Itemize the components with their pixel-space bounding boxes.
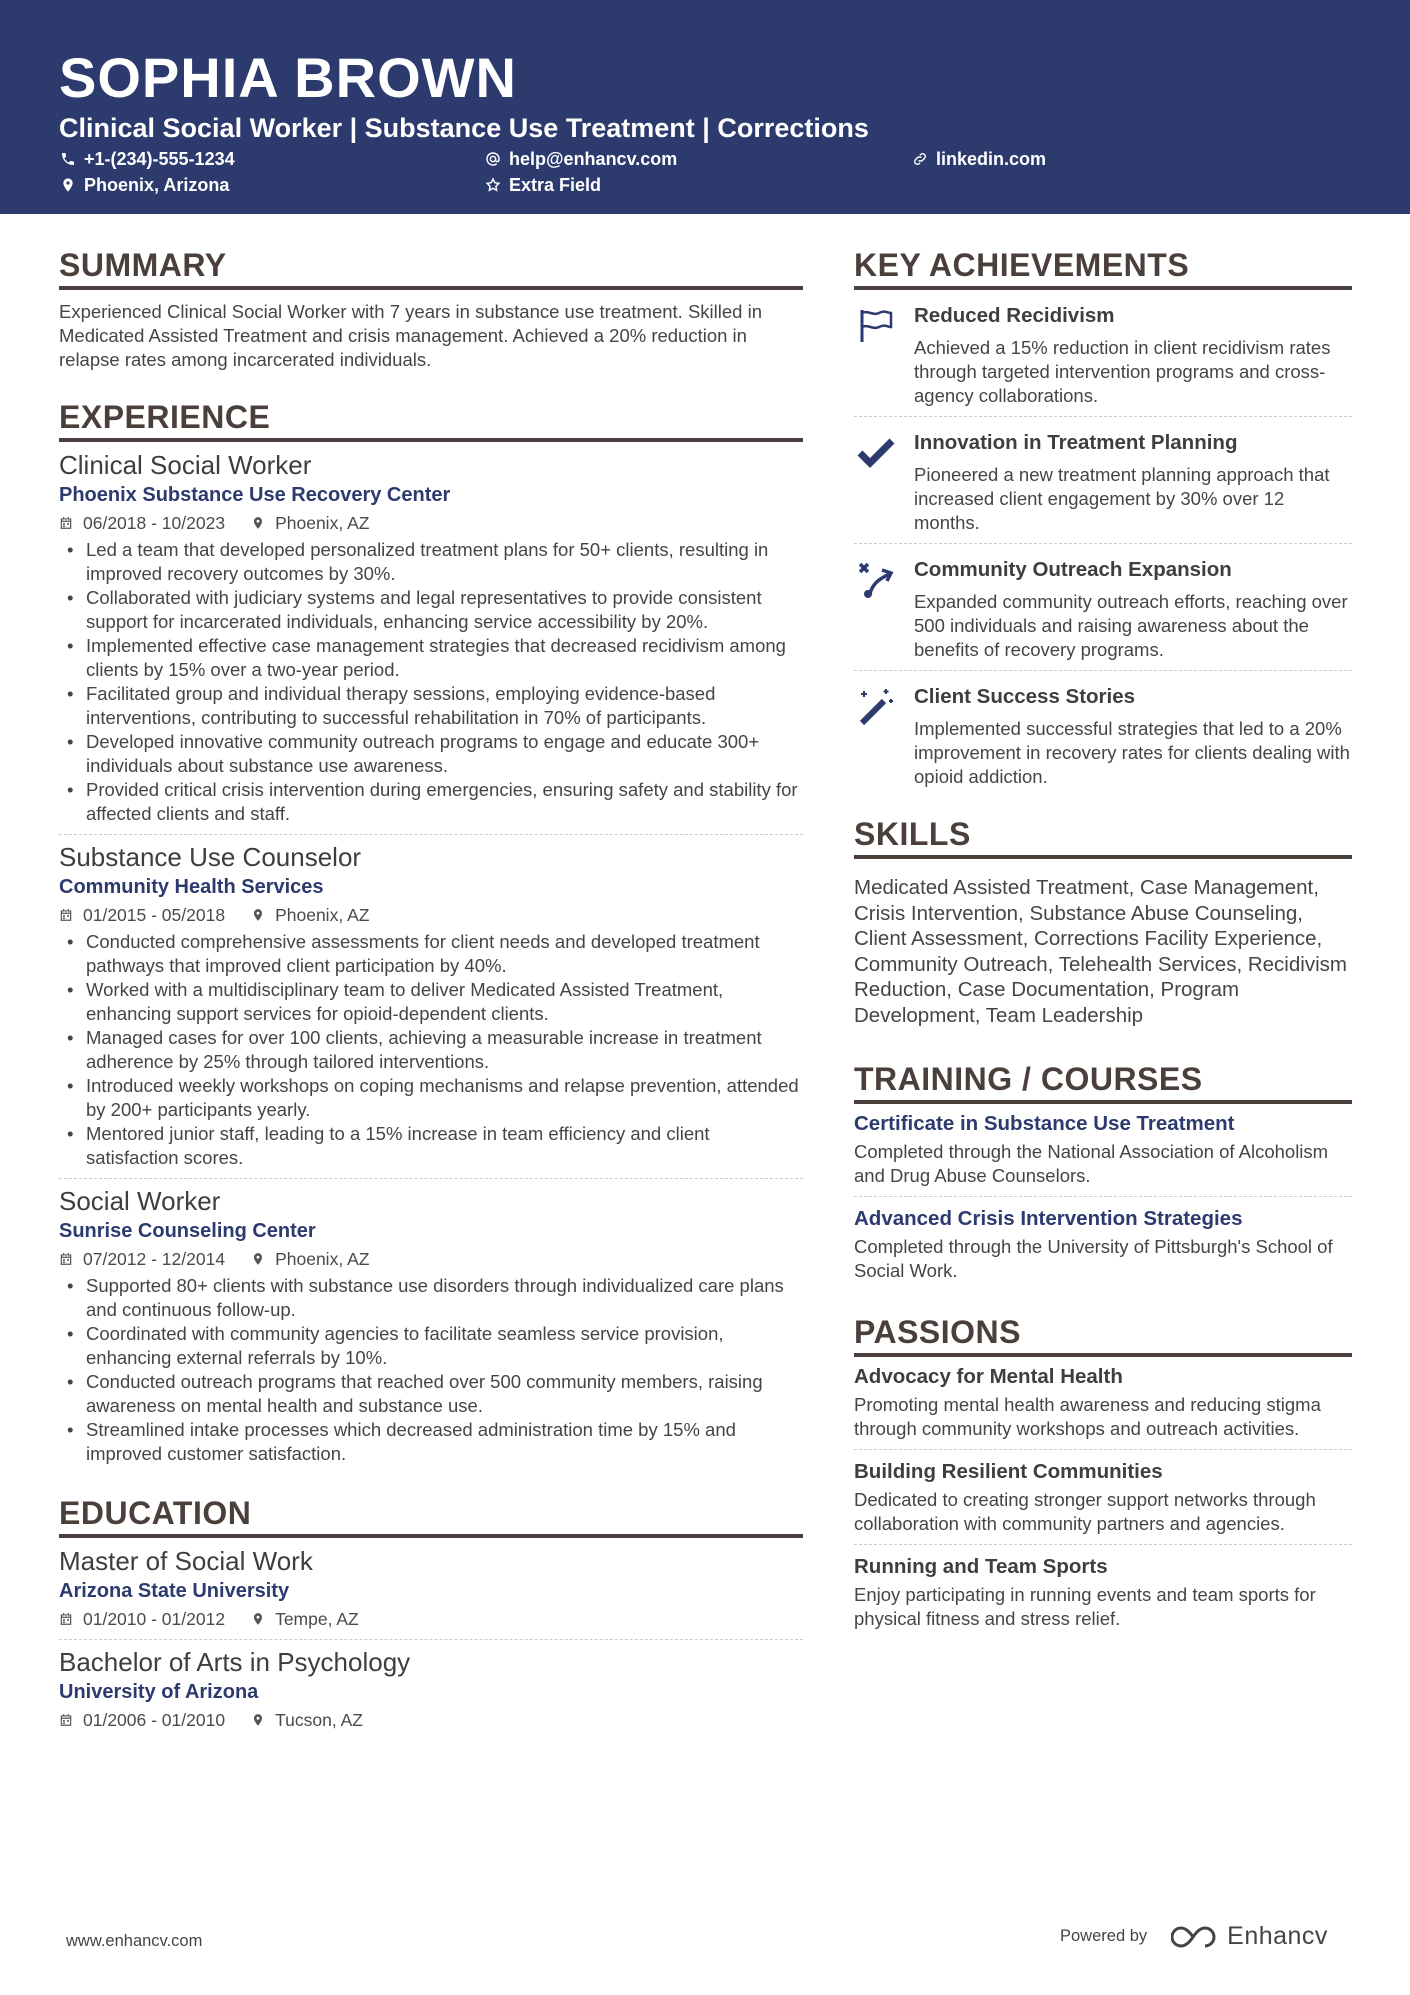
job-bullets — [59, 930, 803, 1170]
job-bullets — [59, 538, 803, 826]
training-heading: TRAINING / COURSES — [854, 1060, 1352, 1104]
divider — [59, 1639, 803, 1640]
calendar-icon — [59, 516, 73, 530]
location-pin-icon — [251, 1713, 265, 1727]
passion-title: Advocacy for Mental Health — [854, 1365, 1123, 1388]
divider — [59, 1178, 803, 1179]
enhancv-logo[interactable] — [1171, 1922, 1328, 1951]
experience-heading: EXPERIENCE — [59, 398, 803, 442]
left-column — [59, 246, 803, 1735]
job-dates: 06/2018 - 10/2023 — [83, 513, 226, 533]
achievement-title: Community Outreach Expansion — [914, 558, 1232, 581]
education-dates: 01/2010 - 01/2012 — [83, 1609, 226, 1629]
footer-branding — [1060, 1922, 1328, 1951]
achievement-item — [854, 302, 1352, 408]
divider — [854, 670, 1352, 671]
list-item: • Led a team that developed personalized treatment plans for 50+ clients, resulting in improved recovery outcomes by 30%. — [59, 538, 803, 586]
education-entry — [59, 1646, 803, 1732]
education-heading: EDUCATION — [59, 1494, 803, 1538]
brand-name: Enhancv — [1227, 1922, 1328, 1950]
job-location: Phoenix, AZ — [275, 905, 370, 925]
location-pin-icon — [251, 908, 265, 922]
achievements-heading: KEY ACHIEVEMENTS — [854, 246, 1352, 290]
email-contact[interactable] — [485, 148, 677, 170]
achievement-item — [854, 683, 1352, 789]
passion-text: Dedicated to creating stronger support networks through collaboration with community partners and agencies. — [854, 1489, 1316, 1534]
education-location: Tucson, AZ — [275, 1710, 363, 1730]
course-item — [854, 1205, 1352, 1283]
job-entry — [59, 1185, 803, 1466]
list-item: • Streamlined intake processes which decreased administration time by 15% and improved customer satisfaction. — [59, 1418, 803, 1466]
phone-text: +1-(234)-555-1234 — [84, 149, 235, 169]
list-item: • Supported 80+ clients with substance use disorders through individualized care plans and continuous follow-up. — [59, 1274, 803, 1322]
candidate-title: Clinical Social Worker | Substance Use Treatment | Corrections — [59, 113, 869, 143]
job-meta — [59, 1247, 803, 1271]
calendar-icon — [59, 908, 73, 922]
achievement-title: Reduced Recidivism — [914, 304, 1115, 327]
divider — [59, 834, 803, 835]
course-title: Advanced Crisis Intervention Strategies — [854, 1207, 1243, 1230]
summary-text: Experienced Clinical Social Worker with 7 years in substance use treatment. Skilled in Medicated Assisted Treatment and crisis management. Achieved a 20% reduction in relapse rates among incarcerated individuals. — [59, 301, 762, 370]
list-item: • Introduced weekly workshops on coping mechanisms and relapse prevention, attended by 200+ participants yearly. — [59, 1074, 803, 1122]
achievement-title: Client Success Stories — [914, 685, 1136, 708]
resume-header — [0, 0, 1410, 214]
skills-text: Medicated Assisted Treatment, Case Management, Crisis Intervention, Substance Abuse Counseling, Client Assessment, Corrections Facility Experience, Community Outreach, Telehealth Services, Recidivism Reduction, Case Documentation, Program Development, Team Leadership — [854, 876, 1347, 1027]
checkmark-icon — [856, 433, 896, 473]
divider — [854, 1449, 1352, 1450]
list-item: • Mentored junior staff, leading to a 15% increase in team efficiency and client satisfaction scores. — [59, 1122, 803, 1170]
passion-item — [854, 1553, 1352, 1631]
location-pin-icon — [251, 516, 265, 530]
achievement-item — [854, 556, 1352, 662]
company-name: Phoenix Substance Use Recovery Center — [59, 484, 451, 506]
location-pin-icon — [251, 1612, 265, 1626]
flag-icon — [856, 306, 896, 346]
divider — [854, 1196, 1352, 1197]
job-title: Clinical Social Worker — [59, 450, 312, 480]
education-meta — [59, 1607, 803, 1631]
passion-item — [854, 1363, 1352, 1441]
job-bullets — [59, 1274, 803, 1466]
divider — [854, 1544, 1352, 1545]
location-pin-icon — [60, 177, 76, 193]
location-text: Phoenix, Arizona — [84, 175, 230, 195]
education-entry — [59, 1545, 803, 1631]
achievement-text: Expanded community outreach efforts, reaching over 500 individuals and raising awareness about the benefits of recovery programs. — [914, 591, 1348, 660]
phone-icon — [60, 151, 76, 167]
school-name: Arizona State University — [59, 1580, 290, 1602]
job-dates: 07/2012 - 12/2014 — [83, 1249, 226, 1269]
job-meta — [59, 903, 803, 927]
course-text: Completed through the University of Pittsburgh's School of Social Work. — [854, 1236, 1333, 1281]
website-text: linkedin.com — [936, 149, 1047, 169]
phone-contact[interactable] — [60, 148, 235, 170]
extra-text: Extra Field — [509, 175, 602, 195]
divider — [854, 416, 1352, 417]
company-name: Sunrise Counseling Center — [59, 1220, 316, 1242]
extra-contact — [485, 174, 601, 196]
course-text: Completed through the National Association of Alcoholism and Drug Abuse Counselors. — [854, 1141, 1329, 1186]
right-column — [854, 246, 1352, 1631]
list-item: • Coordinated with community agencies to facilitate seamless service provision, enhancing external referrals by 10%. — [59, 1322, 803, 1370]
star-icon — [485, 177, 501, 193]
location-contact — [60, 174, 229, 196]
job-title: Substance Use Counselor — [59, 842, 362, 872]
location-pin-icon — [251, 1252, 265, 1266]
job-location: Phoenix, AZ — [275, 1249, 370, 1269]
job-entry — [59, 841, 803, 1170]
passion-item — [854, 1458, 1352, 1536]
list-item: • Facilitated group and individual therapy sessions, employing evidence-based interventions, contributing to successful rehabilitation in 70% of participants. — [59, 682, 803, 730]
education-dates: 01/2006 - 01/2010 — [83, 1710, 226, 1730]
passion-title: Running and Team Sports — [854, 1555, 1108, 1578]
at-icon — [485, 151, 501, 167]
job-meta — [59, 511, 803, 535]
job-entry — [59, 449, 803, 826]
school-name: University of Arizona — [59, 1681, 259, 1703]
skills-heading: SKILLS — [854, 815, 1352, 859]
calendar-icon — [59, 1252, 73, 1266]
passions-heading: PASSIONS — [854, 1313, 1352, 1357]
powered-by-text: Powered by — [1060, 1927, 1148, 1945]
passion-text: Promoting mental health awareness and reducing stigma through community workshops and outreach activities. — [854, 1394, 1321, 1439]
list-item: • Developed innovative community outreach programs to engage and educate 300+ individuals about substance use awareness. — [59, 730, 803, 778]
link-icon — [912, 151, 928, 167]
list-item: • Collaborated with judiciary systems and legal representatives to provide consistent support for incarcerated individuals, enhancing service accessibility by 20%. — [59, 586, 803, 634]
calendar-icon — [59, 1713, 73, 1727]
candidate-name: SOPHIA BROWN — [59, 46, 517, 109]
list-item: • Implemented effective case management strategies that decreased recidivism among clients by 15% over a two-year period. — [59, 634, 803, 682]
degree-title: Master of Social Work — [59, 1546, 313, 1576]
degree-title: Bachelor of Arts in Psychology — [59, 1647, 411, 1677]
achievement-text: Achieved a 15% reduction in client recidivism rates through targeted intervention programs and cross-agency collaborations. — [914, 337, 1331, 406]
course-item — [854, 1110, 1352, 1188]
achievement-title: Innovation in Treatment Planning — [914, 431, 1238, 454]
website-contact[interactable] — [912, 148, 1046, 170]
company-name: Community Health Services — [59, 876, 324, 898]
job-location: Phoenix, AZ — [275, 513, 370, 533]
education-meta — [59, 1708, 803, 1732]
course-title: Certificate in Substance Use Treatment — [854, 1112, 1235, 1135]
list-item: • Conducted comprehensive assessments for client needs and developed treatment pathways that improved client participation by 40%. — [59, 930, 803, 978]
job-dates: 01/2015 - 05/2018 — [83, 905, 226, 925]
passion-title: Building Resilient Communities — [854, 1460, 1163, 1483]
achievement-text: Pioneered a new treatment planning approach that increased client engagement by 30% over 12 months. — [914, 464, 1330, 533]
strategy-icon — [856, 560, 896, 600]
enhancv-logo-icon — [1171, 1924, 1219, 1950]
footer-website[interactable]: www.enhancv.com — [66, 1932, 203, 1950]
divider — [854, 543, 1352, 544]
list-item: • Worked with a multidisciplinary team to deliver Medicated Assisted Treatment, enhancing support services for opioid-dependent clients. — [59, 978, 803, 1026]
magic-wand-icon — [856, 687, 896, 727]
achievement-text: Implemented successful strategies that led to a 20% improvement in recovery rates for clients dealing with opioid addiction. — [914, 718, 1350, 787]
list-item: • Managed cases for over 100 clients, achieving a measurable increase in treatment adherence by 25% through tailored interventions. — [59, 1026, 803, 1074]
job-title: Social Worker — [59, 1186, 221, 1216]
email-text: help@enhancv.com — [509, 149, 678, 169]
list-item: • Conducted outreach programs that reached over 500 community members, raising awareness on mental health and substance use. — [59, 1370, 803, 1418]
calendar-icon — [59, 1612, 73, 1626]
passion-text: Enjoy participating in running events and team sports for physical fitness and stress relief. — [854, 1584, 1316, 1629]
summary-heading: SUMMARY — [59, 246, 803, 290]
education-location: Tempe, AZ — [275, 1609, 359, 1629]
list-item: • Provided critical crisis intervention during emergencies, ensuring safety and stability for affected clients and staff. — [59, 778, 803, 826]
achievement-item — [854, 429, 1352, 535]
